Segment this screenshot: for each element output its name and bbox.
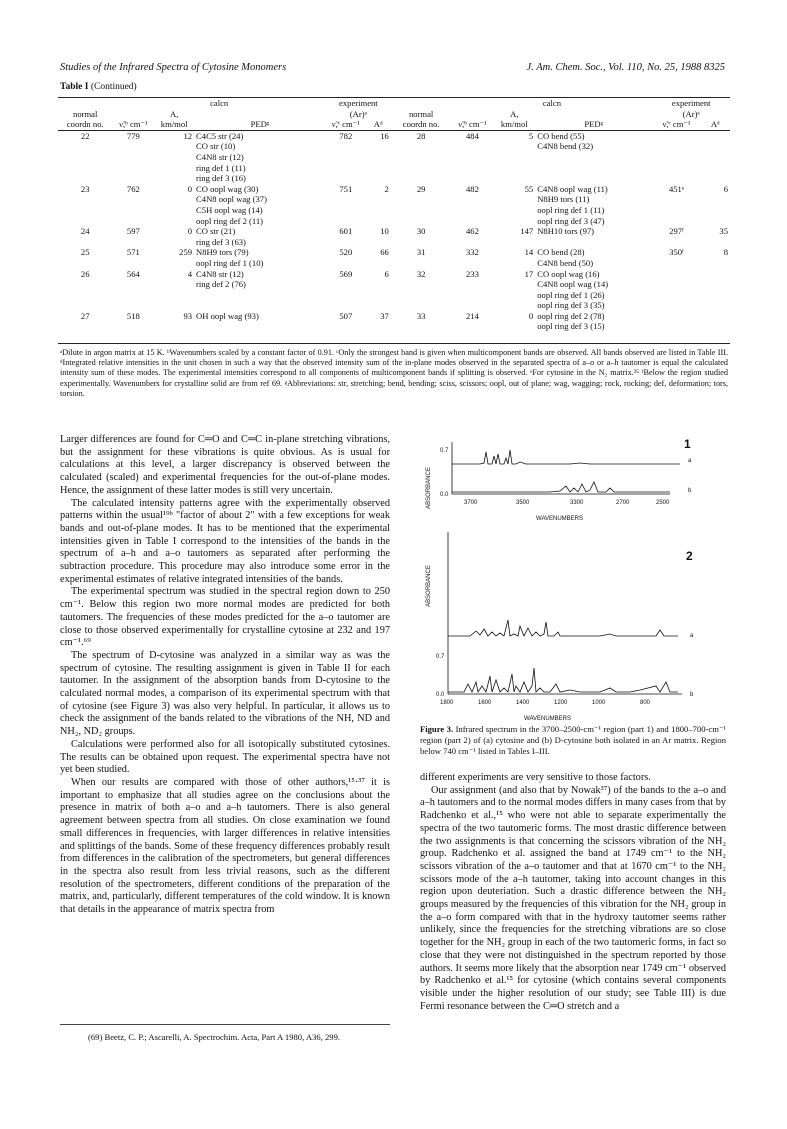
trace-b-label: b — [688, 488, 692, 494]
ped-line: oopl ring def 1 (11) — [537, 204, 605, 215]
col-kmmol: km/mol — [500, 119, 528, 130]
cell-a: 12 — [183, 130, 193, 141]
col-a: A, — [169, 108, 179, 119]
p2-trace-b — [448, 668, 678, 692]
col-nuexp: ν̃,ᶜ cm⁻¹ — [662, 119, 691, 130]
col-nu: ν̃,ᵇ cm⁻¹ — [119, 119, 148, 130]
cell-ped — [535, 226, 652, 247]
running-header-right: J. Am. Chem. Soc., Vol. 110, No. 25, 1988 8325 — [526, 62, 725, 73]
cell-nuexp: 297ᶠ — [669, 226, 684, 237]
cell-nu: 332 — [465, 247, 479, 258]
ped-line: CO oopl wag (16) — [537, 268, 600, 279]
ped-line: oopl ring def 1 (26) — [537, 289, 605, 300]
cell-ped — [535, 130, 652, 183]
p1-tick-label: 2500 — [656, 500, 670, 506]
x-axis-label: WAVENUMBERS — [524, 716, 572, 722]
ped-line: C4N8 oopl wag (11) — [537, 183, 608, 194]
cell-nu: 571 — [126, 247, 140, 258]
col-a: A, — [510, 108, 519, 119]
cell-aexp: 35 — [719, 226, 728, 237]
left-column-text — [60, 434, 390, 917]
cell-coordn: 22 — [80, 130, 90, 141]
cell-a: 93 — [183, 310, 193, 321]
cell-nuexp: 751 — [339, 183, 353, 194]
cell-nuexp: 569 — [339, 268, 353, 279]
col-ped: PEDᵍ — [584, 119, 604, 130]
cell-ped — [535, 247, 652, 268]
ped-line: oopl ring def 2 (78) — [537, 310, 605, 321]
p2-y-top: 0.7 — [436, 654, 445, 660]
trace-a-label: a — [690, 633, 694, 639]
data-table — [58, 98, 730, 332]
cell-aexp: 16 — [380, 130, 389, 141]
p2-tick-label: 1800 — [440, 700, 454, 706]
ped-line: OH oopl wag (93) — [196, 310, 259, 321]
cell-nu: 597 — [126, 226, 140, 237]
col-coordn: coordn no. — [402, 119, 440, 130]
cell-coordn: 28 — [416, 130, 426, 141]
ped-line: C4C5 str (24) — [196, 130, 244, 141]
cell-a: 4 — [187, 268, 193, 279]
cell-nuexp: 782 — [339, 130, 353, 141]
calcn-group-header: calcn — [210, 98, 229, 108]
part-2-label: 2 — [686, 549, 693, 563]
col-ar: (Ar)ᵃ — [349, 108, 367, 119]
table-footnote: ᵃDilute in argon matrix at 15 K. ᵇWavenumbers scaled by a constant factor of 0.91. ᶜOnly the strongest band is given when multicomponent bands are observed. All bands observed are listed in Table III. ᵈIntegrated relative intensities in the unit chosen in such a way that the observed intensity sum of the in-plane modes observed in the separated spectra of a–o or a–h tautomer is equal the calculated intensity sum of these modes. The experimental intensities correspond to all components of multicomponent bands if splitting is observed. ᵉFor cytosine in the N₂ matrix.²⁵ ᶠBelow the region studied experimentally. Wavenumbers for crystalline solid are from ref 69. ᵍAbbreviations: str, stretching; bend, bending; sciss, scissors; oopl, out of plane; wag, wagging; rock, rocking; def, deformation; tors, torsion. — [60, 348, 728, 398]
paragraph: different experiments are very sensitive to those factors. — [420, 772, 651, 783]
cell-nuexp: 451ᵉ — [668, 183, 685, 194]
p2-y-bot: 0.0 — [436, 692, 445, 698]
cell-nuexp — [652, 311, 700, 332]
ped-line: oopl ring def 3 (15) — [537, 321, 605, 332]
table-row — [58, 247, 730, 268]
ped-line: N8H9 tors (11) — [537, 194, 590, 205]
cell-nu: 762 — [126, 183, 140, 194]
cell-ped — [194, 311, 326, 332]
col-normal: normal — [408, 108, 434, 119]
cell-nu: 462 — [465, 226, 479, 237]
reference-69: (69) Beetz, C. P.; Ascarelli, A. Spectrochim. Acta, Part A 1980, A36, 299. — [88, 1032, 341, 1042]
ped-line: ring def 1 (11) — [196, 162, 246, 173]
cell-a: 0 — [187, 183, 193, 194]
ped-line: C4N8 bend (50) — [537, 257, 594, 268]
y-axis-label: ABSORBANCE — [426, 565, 432, 607]
trace-b-label: b — [690, 692, 694, 698]
cell-coordn: 29 — [416, 183, 426, 194]
cell-aexp: 8 — [723, 247, 728, 258]
ped-line: C5H oopl wag (14) — [196, 204, 263, 215]
ped-line: CO bend (55) — [537, 130, 585, 141]
cell-coordn: 31 — [416, 247, 426, 258]
p1-trace-a — [452, 450, 680, 464]
ped-line: CO oopl wag (30) — [196, 183, 259, 194]
cell-ped — [194, 130, 326, 183]
ped-line: CO str (21) — [196, 226, 236, 237]
cell-aexp: 10 — [380, 226, 389, 237]
cell-a: 0 — [187, 226, 193, 237]
paragraph: When our results are compared with those of other authors,¹⁵·³⁷ it is important to emphasize that all studies agree on the conclusions about the presence in matrix of both a–o and a–h tautomers. There is also general agreement between spectra from all studies. On close examination we found small differences in frequencies, with larger differences in relative intensities and splittings of the bands. Some of these frequency differences probably result from differences in the calibration of the spectrometers, but general differences in the spectra also result from less trivial reasons, such as the different resolution of the spectrometers, different conditions of the preparation of the matrix, and, particularly, different temperatures of the cold window. It is known that details in the appearance of matrix spectra from — [60, 776, 390, 916]
cell-aexp — [701, 269, 730, 311]
cell-nu: 214 — [465, 310, 479, 321]
cell-coordn: 25 — [80, 247, 90, 258]
figure-3-spectra — [420, 436, 720, 726]
ped-line: C4N8 oopl wag (14) — [537, 279, 609, 290]
part-1-label: 1 — [684, 437, 691, 451]
cell-coordn: 26 — [80, 268, 90, 279]
cell-nuexp — [652, 269, 700, 311]
cell-a: 147 — [520, 226, 534, 237]
col-aexp: Aᵈ — [710, 119, 720, 130]
cell-coordn: 24 — [80, 226, 90, 237]
table-row — [58, 311, 730, 332]
cell-aexp: 66 — [380, 247, 389, 258]
ped-line: oopl ring def 3 (35) — [537, 300, 605, 311]
p2-tick-label: 1600 — [478, 700, 492, 706]
ped-line: ring def 3 (16) — [196, 173, 246, 184]
p1-tick-label: 3500 — [516, 500, 530, 506]
p2-tick-label: 1000 — [592, 700, 606, 706]
figure-caption: Figure 3. Infrared spectrum in the 3700–2500-cm⁻¹ region (part 1) and 1800–700-cm⁻¹ region (part 2) of (a) cytosine and (b) D-cytosine both isolated in an Ar matrix. Region below 740 cm⁻¹ listed in Tables I–III. — [420, 724, 727, 756]
cell-aexp — [701, 311, 730, 332]
cell-nuexp: 601 — [339, 226, 353, 237]
cell-a: 55 — [524, 183, 534, 194]
calcn-group-header: calcn — [542, 98, 562, 108]
ped-line: oopl ring def 2 (11) — [196, 215, 264, 226]
table-row — [58, 269, 730, 311]
right-column-text — [420, 772, 726, 1013]
p1-tick-label: 3300 — [570, 500, 584, 506]
ped-line: N8H9 tors (79) — [196, 247, 249, 258]
ped-line: ring def 3 (63) — [196, 236, 246, 247]
cell-ped — [194, 226, 326, 247]
p2-tick-label: 1400 — [516, 700, 530, 706]
col-ped: PEDᵍ — [250, 119, 270, 130]
cell-aexp: 6 — [723, 183, 728, 194]
y-axis-label: ABSORBANCE — [426, 467, 432, 509]
table-row — [58, 226, 730, 247]
table-row — [58, 184, 730, 226]
p2-tick-label: 1200 — [554, 700, 568, 706]
paragraph: The calculated intensity patterns agree with the experimentally observed patterns within the usual¹⁹ᵇ "factor of about 2" with a few exceptions for weak bands and out-of-plane modes. It has to be mentioned that the experimental intensities given in Table I correspond to the intensities of the bands in the spectrum of a–h and a–o tautomers as separated after performing the subtraction procedure. This procedure may also introduce some error in the experimental estimates of relative integrated intensities of the bands. — [60, 497, 390, 585]
ped-line: CO bend (28) — [537, 247, 585, 258]
cell-a: 259 — [179, 247, 193, 258]
cell-coordn: 23 — [80, 183, 90, 194]
paragraph: Calculations were performed also for all isotopically substituted cytosines. The results can be obtained upon request. The experimental spectra have not yet been studied. — [60, 738, 390, 776]
cell-a: 14 — [524, 247, 534, 258]
cell-ped — [535, 184, 652, 226]
ped-line: ring def 2 (76) — [196, 279, 246, 290]
p2-tick-label: 800 — [640, 700, 651, 706]
col-kmmol: km/mol — [160, 119, 188, 130]
cell-a: 5 — [528, 130, 534, 141]
running-header-left: Studies of the Infrared Spectra of Cytosine Monomers — [60, 62, 287, 73]
cell-ped — [194, 184, 326, 226]
cell-nu: 779 — [126, 130, 140, 141]
col-normal: normal — [73, 108, 98, 119]
ped-line: C4N8 str (12) — [196, 151, 244, 162]
cell-nuexp — [652, 130, 700, 183]
table-bottom-rule — [58, 343, 730, 344]
ped-line: C4N8 oopl wag (37) — [196, 194, 267, 205]
table-row — [58, 130, 730, 183]
paragraph: Larger differences are found for C═O and C═C in-plane stretching vibrations, but the assignment for these vibrations is quite obvious. As is usual for calculations at this level, a larger discrepancy is observed between the calculated (scaled) and experimental frequencies for the out-of-plane modes. Hence, the assignment of these latter modes is still very uncertain. — [60, 434, 390, 496]
experiment-group-header: experiment — [339, 98, 378, 108]
cell-nu: 518 — [126, 310, 140, 321]
col-nuexp: ν̃,ᶜ cm⁻¹ — [331, 119, 360, 130]
ped-line: C4N8 bend (32) — [537, 141, 594, 152]
cell-nu: 233 — [465, 268, 479, 279]
ped-line: N8H10 tors (97) — [537, 226, 595, 237]
col-ar: (Ar)ᵃ — [682, 108, 700, 119]
cell-nuexp: 520 — [339, 247, 353, 258]
ped-line: oopl ring def 3 (47) — [537, 215, 605, 226]
footnote-rule — [60, 1024, 390, 1025]
cell-ped — [194, 269, 326, 311]
x-axis-label: WAVENUMBERS — [536, 516, 584, 522]
p1-y-top: 0.7 — [440, 448, 449, 454]
col-coordn: coordn no. — [66, 119, 104, 130]
p1-tick-label: 3700 — [464, 500, 478, 506]
p2-trace-a — [448, 620, 678, 636]
cell-ped — [535, 311, 652, 332]
cell-nuexp: 507 — [339, 310, 353, 321]
experiment-group-header: experiment — [671, 98, 711, 108]
col-nu: ν̃,ᵇ cm⁻¹ — [458, 119, 487, 130]
cell-ped — [535, 269, 652, 311]
paragraph: The spectrum of D-cytosine was analyzed in a similar way as was the spectrum of cytosine. The resulting assignment is given in Table II for each tautomer. In the assignment of the absorption bands from D-cytosine to the calculated normal modes, a comparison of its experimental spectrum with that of cytosine (see Figure 3) was also very helpful. In particular, it allows us to check the assignment of the bands related to the vibrations of the NH, ND and NH₂, ND₂ groups. — [60, 649, 390, 738]
ped-line: oopl ring def 1 (10) — [196, 257, 264, 268]
cell-coordn: 27 — [80, 310, 90, 321]
ped-line: CO str (10) — [196, 141, 236, 152]
trace-a-label: a — [688, 458, 692, 464]
cell-a: 17 — [524, 268, 534, 279]
cell-ped — [194, 247, 326, 268]
cell-aexp: 6 — [384, 268, 389, 279]
table-body — [58, 130, 730, 332]
p1-y-bot: 0.0 — [440, 492, 449, 498]
cell-aexp: 37 — [380, 310, 389, 321]
cell-nu: 482 — [465, 183, 479, 194]
cell-a: 0 — [528, 310, 534, 321]
ped-line: C4N8 str (12) — [196, 268, 244, 279]
cell-nu: 484 — [465, 130, 479, 141]
cell-coordn: 30 — [416, 226, 426, 237]
col-aexp: Aᵈ — [373, 119, 383, 130]
p1-trace-b — [452, 482, 670, 492]
table-title: Table I (Continued) — [60, 82, 137, 92]
cell-coordn: 32 — [416, 268, 426, 279]
cell-coordn: 33 — [416, 310, 426, 321]
cell-aexp — [701, 130, 730, 183]
paragraph: Our assignment (and also that by Nowak³⁷) of the bands to the a–o and a–h tautomers and to the normal modes differs in many cases from that by Radchenko et al.,¹⁵ who were not able to separate experimentally the spectra of the two tautomeric forms. The most drastic difference between the two assignments is that concerning the scissors vibration of the NH₂ group. Radchenko et al. assigned the band at 1749 cm⁻¹ to the NH₂ scissors vibration of the a–o tautomer and that at 1670 cm⁻¹ to the NH₂ scissors mode of the a–h tautomer, taking into account changes in this region upon deuteriation. Such a drastic difference between the NH₂ groups measured by the frequencies of this vibration for the NH₂ group in the a–o form compared with that in the hydroxy tautomer seems rather unlikely, since the frequencies for the stretching vibrations are so close together for the NH₂ group in each of the two tautomeric forms, in fact so close that they were not distinguished in the spectrum reported by those authors. It seems more likely that the absorption near 1749 cm⁻¹ observed by Radchenko et al.¹⁵ for cytosine (which contains several components visible under the higher resolution of our study; see Table III) is due Fermi resonance between the C═O stretch and a — [420, 784, 726, 1012]
paragraph: The experimental spectrum was studied in the spectral region down to 250 cm⁻¹. Below this region two more normal modes are predicted for both tautomers. The frequencies of these modes predicted for the a–o tautomer are close to those observed experimentally for crystalline cytosine at 232 and 197 cm⁻¹.⁶⁹ — [60, 586, 390, 649]
cell-nuexp: 350ᶠ — [669, 247, 684, 258]
cell-nu: 564 — [126, 268, 140, 279]
p1-tick-label: 2700 — [616, 500, 630, 506]
cell-aexp: 2 — [384, 183, 389, 194]
